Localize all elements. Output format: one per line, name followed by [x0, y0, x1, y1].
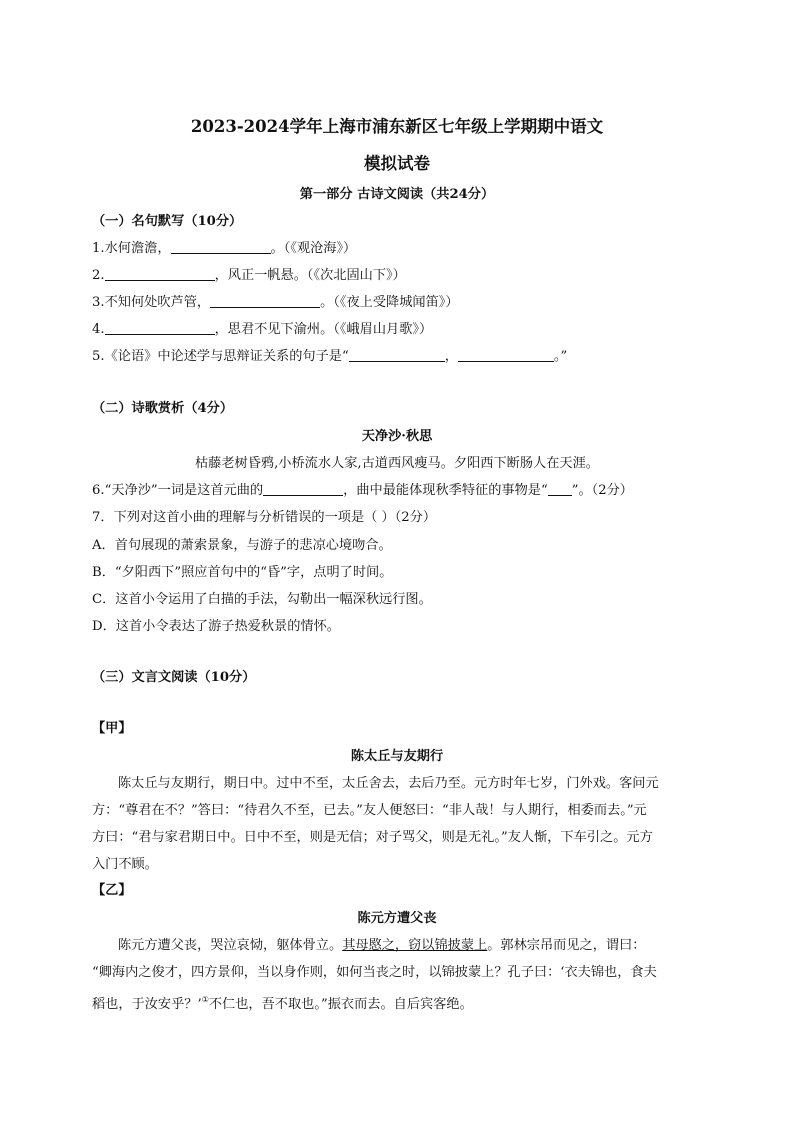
yi-line3-pre: 稻也，于汝安乎？’ [92, 997, 202, 1012]
passage-jia-title: 陈太丘与友期行 [350, 749, 444, 764]
q5-text-mid: ， [444, 349, 458, 364]
exam-title-line1: 2023-2024学年上海市浦东新区七年级上学期期中语文 [190, 117, 604, 136]
q5-answer-blank-2[interactable] [458, 348, 554, 362]
q7-option-c: C．这首小令运用了白描的手法，勾勒出一幅深秋远行图。 [92, 592, 432, 607]
part1-heading: 第一部分 古诗文阅读（共24分） [299, 187, 495, 202]
yi-line1-pre: 陈元方遭父丧，哭泣哀恸，躯体骨立。 [118, 938, 343, 953]
footnote-marker: ① [201, 995, 209, 1004]
passage-yi-line-2: “卿海内之俊才，四方景仰，当以身作则，如何当丧之时，以锦披蒙上？孔子曰：‘衣夫锦也，食夫 [92, 965, 657, 980]
q5-answer-blank-1[interactable] [349, 348, 445, 362]
question-2 [92, 267, 712, 285]
passage-yi-label: 【乙】 [92, 883, 132, 898]
yi-line1-post: 。郭林宗吊而见之，谓曰： [487, 938, 646, 953]
q7-option-b: B．“夕阳西下”照应首句中的“昏”字，点明了时间。 [92, 565, 393, 580]
question-7: 7．下列对这首小曲的理解与分析错误的一项是（ ）（2分） [92, 510, 437, 525]
passage-jia-label: 【甲】 [92, 721, 132, 736]
q2-answer-blank[interactable] [105, 267, 215, 281]
poem-title: 天净沙·秋思 [361, 429, 433, 444]
passage-jia-line-1: 陈太丘与友期行，期日中。过中不至，太丘舍去，去后乃至。元方时年七岁，门外戏。客问元 [118, 776, 659, 791]
q3-text-post: 。（《夜上受降城闻笛》） [320, 295, 459, 310]
question-5 [92, 348, 712, 366]
q7-option-d: D．这首小令表达了游子热爱秋景的情怀。 [92, 619, 340, 634]
q6-text-pre: 6.“天净沙”一词是这首元曲的 [92, 483, 264, 498]
q4-text-post: ，思君不见下渝州。（《峨眉山月歌》） [214, 322, 433, 337]
q6-text-post: ”。（2分） [571, 483, 633, 498]
passage-yi-title: 陈元方遭父丧 [357, 911, 437, 926]
passage-jia-line-2: 方：“尊君在不？”答曰：“待君久不至，已去。”友人便怒曰：“非人哉！与人期行，相委而去。”元 [92, 803, 647, 818]
q4-answer-blank[interactable] [105, 321, 215, 335]
yi-line3-post: 不仁也，吾不取也。”振衣而去。自后宾客绝。 [208, 997, 473, 1012]
q6-answer-blank-1[interactable] [263, 482, 343, 496]
question-4 [92, 321, 712, 339]
q3-text-pre: 3.不知何处吹芦管， [92, 295, 211, 310]
q6-answer-blank-2[interactable] [548, 482, 572, 496]
section1-heading: （一）名句默写（10分） [92, 214, 243, 229]
q2-text-pre: 2. [92, 268, 105, 283]
exam-title-line2: 模拟试卷 [364, 154, 430, 173]
q7-option-a: A．首句展现的萧索景象，与游子的悲凉心境吻合。 [92, 538, 392, 553]
q2-text-post: ，风正一帆悬。（《次北固山下》） [214, 268, 406, 283]
yi-underlined-sentence: 其母愍之，窃以锦披蒙上 [342, 938, 488, 953]
q1-text-post: 。（《观沧海》） [270, 241, 357, 256]
question-1 [92, 240, 712, 258]
q1-text-pre: 1.水何澹澹， [92, 241, 171, 256]
section2-heading: （二）诗歌赏析（4分） [92, 401, 234, 416]
passage-yi-line-3 [92, 991, 712, 1014]
question-6 [92, 482, 712, 500]
q4-text-pre: 4. [92, 322, 105, 337]
passage-jia-line-3: 方曰：“君与家君期日中。日中不至，则是无信；对子骂父，则是无礼。”友人惭，下车引之。元方 [92, 830, 653, 845]
section3-heading: （三）文言文阅读（10分） [92, 670, 256, 685]
q3-answer-blank[interactable] [210, 294, 320, 308]
q1-answer-blank[interactable] [171, 240, 271, 254]
poem-text: 枯藤老树昏鸦,小桥流水人家,古道西风瘦马。夕阳西下断肠人在天涯。 [194, 456, 599, 471]
q5-text-post: 。” [553, 349, 568, 364]
question-3 [92, 294, 712, 312]
passage-jia-line-4: 入门不顾。 [92, 857, 158, 872]
q5-text-pre: 5.《论语》中论述学与思辩证关系的句子是“ [92, 349, 349, 364]
q6-text-mid: ，曲中最能体现秋季特征的事物是“ [343, 483, 548, 498]
passage-yi-line-1 [118, 937, 738, 955]
